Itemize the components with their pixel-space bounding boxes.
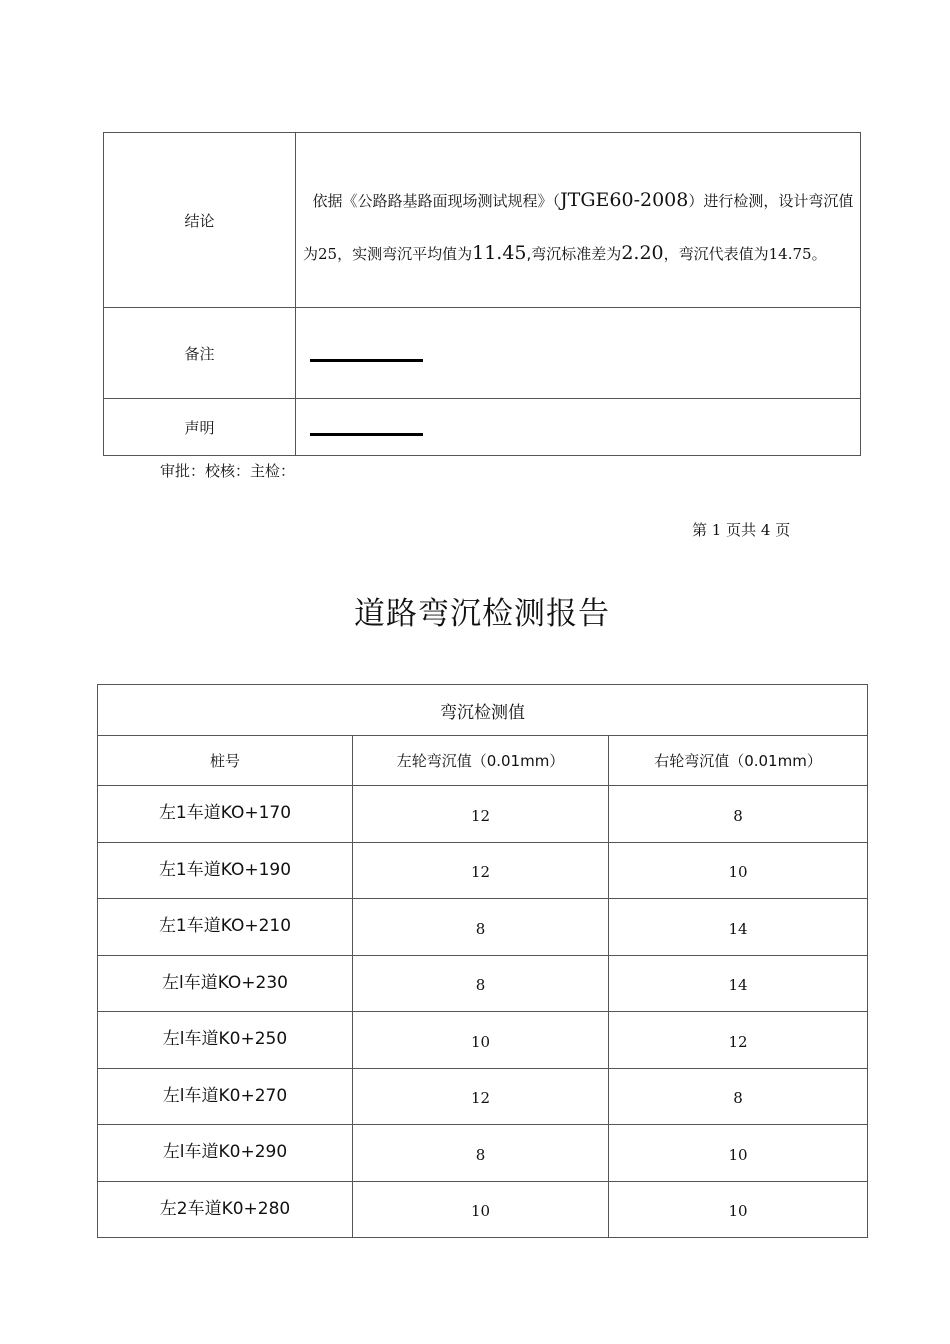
statement-row [104, 399, 861, 456]
right-value-cell: 14 [609, 955, 868, 1012]
conclusion-text-part: 。 [811, 245, 827, 263]
conclusion-text-part: 依据《公路路基路面现场测试规程》（ [312, 192, 561, 210]
table-caption-row [98, 685, 868, 736]
remark-row [104, 308, 861, 399]
design-deflection-value: 25 [318, 245, 338, 263]
conclusion-text [296, 133, 861, 308]
stake-cell: 左1车道KO+210 [98, 899, 353, 956]
standard-code: JTGE60-2008 [560, 189, 689, 211]
page-current: 1 [711, 521, 722, 539]
conclusion-text-part: ,弯沉标准差为 [526, 245, 622, 263]
right-value-cell: 10 [609, 1125, 868, 1182]
page-total: 4 [760, 521, 771, 539]
stake-cell: 左1车道KO+170 [98, 786, 353, 843]
left-value-cell: 8 [353, 1125, 609, 1182]
stake-cell: 左1车道KO+190 [98, 842, 353, 899]
left-value-cell: 10 [353, 1012, 609, 1069]
summary-table [103, 132, 861, 456]
table-row [98, 1125, 868, 1182]
page-number-prefix: 第 [692, 521, 708, 539]
representative-deflection-value: 14.75 [768, 245, 812, 263]
page-number-suffix: 页 [775, 521, 791, 539]
page-number [692, 519, 790, 540]
table-row [98, 842, 868, 899]
left-value-cell: 12 [353, 786, 609, 843]
std-deviation-value: 2.20 [621, 242, 664, 264]
table-row [98, 786, 868, 843]
left-value-cell: 12 [353, 842, 609, 899]
left-value-cell: 8 [353, 899, 609, 956]
right-value-cell: 8 [609, 786, 868, 843]
conclusion-text-part: ，弯沉代表值为 [663, 245, 769, 263]
report-title: 道路弯沉检测报告 [354, 596, 610, 632]
right-value-cell: 10 [609, 842, 868, 899]
conclusion-label: 结论 [104, 133, 296, 308]
left-value-cell: 8 [353, 955, 609, 1012]
conclusion-row [104, 133, 861, 308]
remark-content [296, 308, 861, 399]
left-value-cell: 10 [353, 1181, 609, 1238]
stake-cell: 左l车道KO+230 [98, 955, 353, 1012]
header-stake: 桩号 [98, 736, 353, 786]
conclusion-text-part: ）进行检测，设计弯沉值为 [303, 192, 854, 263]
statement-label: 声明 [104, 399, 296, 456]
stake-cell: 左2车道K0+280 [98, 1181, 353, 1238]
statement-blank-line [310, 433, 423, 436]
remark-label: 备注 [104, 308, 296, 399]
conclusion-text-part: ，实测弯沉平均值为 [337, 245, 473, 263]
mean-deflection-value: 11.45 [472, 242, 527, 264]
left-value-cell: 12 [353, 1068, 609, 1125]
header-right-deflection: 右轮弯沉值（0.01mm） [609, 736, 868, 786]
stake-cell: 左l车道K0+290 [98, 1125, 353, 1182]
stake-cell: 左l车道K0+270 [98, 1068, 353, 1125]
table-row [98, 899, 868, 956]
right-value-cell: 12 [609, 1012, 868, 1069]
signoff-line: 审批：校核：主检： [160, 462, 296, 480]
table-caption: 弯沉检测值 [98, 685, 868, 736]
table-row [98, 1181, 868, 1238]
right-value-cell: 8 [609, 1068, 868, 1125]
remark-blank-line [310, 359, 423, 362]
right-value-cell: 10 [609, 1181, 868, 1238]
stake-cell: 左l车道K0+250 [98, 1012, 353, 1069]
deflection-table [97, 684, 868, 1238]
right-value-cell: 14 [609, 899, 868, 956]
statement-content [296, 399, 861, 456]
page-number-middle: 页共 [726, 521, 757, 539]
table-row [98, 1068, 868, 1125]
header-left-deflection: 左轮弯沉值（0.01mm） [353, 736, 609, 786]
table-header-row [98, 736, 868, 786]
table-row [98, 1012, 868, 1069]
table-row [98, 955, 868, 1012]
